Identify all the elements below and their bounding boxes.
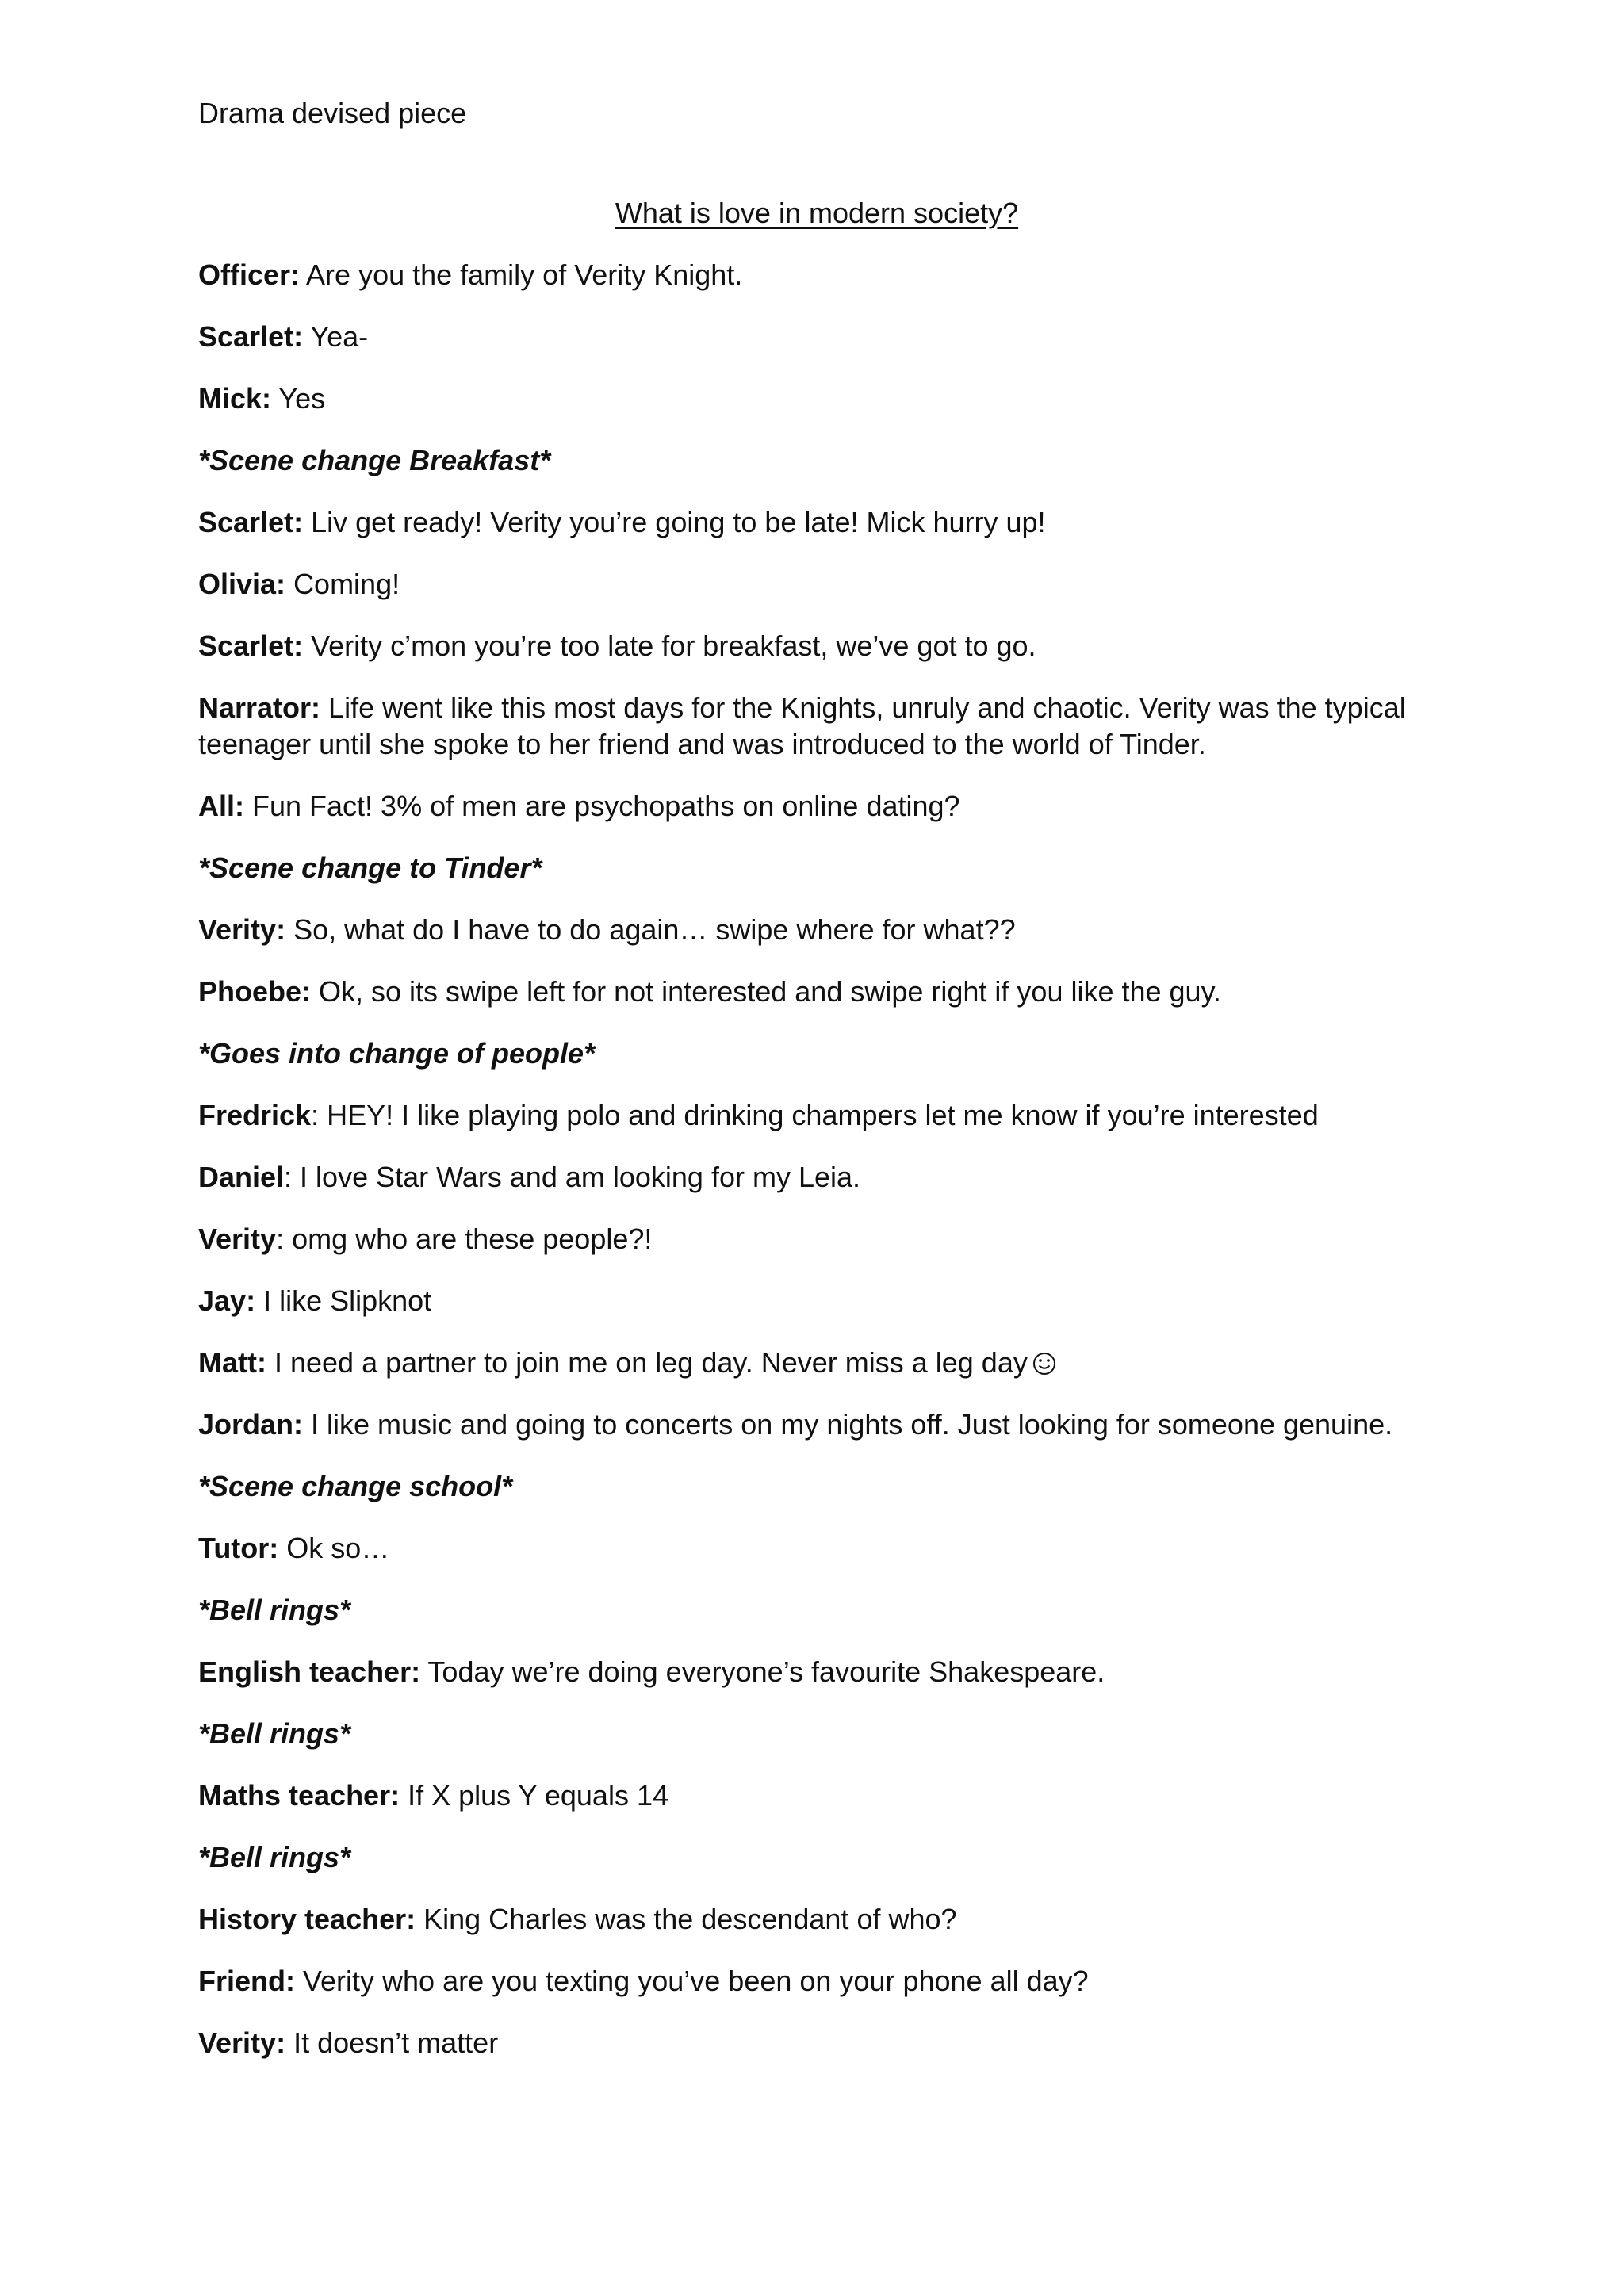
dialogue-line bbox=[198, 1530, 1435, 1567]
dialogue-line bbox=[198, 2025, 1435, 2061]
document-header: Drama devised piece bbox=[198, 97, 467, 129]
speaker-name: History teacher: bbox=[198, 1903, 416, 1935]
dialogue-text: King Charles was the descendant of who? bbox=[416, 1903, 957, 1935]
stage-direction-text: *Bell rings* bbox=[198, 1717, 351, 1750]
dialogue-line bbox=[198, 1221, 1435, 1257]
dialogue-line bbox=[198, 628, 1435, 664]
dialogue-text: : I love Star Wars and am looking for my Leia. bbox=[284, 1161, 861, 1193]
dialogue-text: Verity c’mon you’re too late for breakfast, we’ve got to go. bbox=[303, 629, 1036, 662]
speaker-name: Maths teacher: bbox=[198, 1779, 400, 1812]
dialogue-line bbox=[198, 1963, 1435, 1999]
dialogue-line bbox=[198, 566, 1435, 603]
speaker-name: Verity bbox=[198, 1223, 277, 1255]
speaker-name: Phoebe: bbox=[198, 975, 312, 1008]
stage-direction bbox=[198, 442, 1435, 479]
speaker-name: Daniel bbox=[198, 1161, 285, 1193]
dialogue-line bbox=[198, 912, 1435, 948]
stage-direction bbox=[198, 850, 1435, 886]
speaker-name: Olivia: bbox=[198, 568, 286, 600]
document-title: What is love in modern society? bbox=[615, 197, 1019, 229]
dialogue-text: : HEY! I like playing polo and drinking champers let me know if you’re interested bbox=[311, 1099, 1319, 1131]
dialogue-line bbox=[198, 974, 1435, 1010]
stage-direction bbox=[198, 1839, 1435, 1876]
speaker-name: Officer: bbox=[198, 258, 301, 291]
dialogue-line bbox=[198, 1159, 1435, 1196]
dialogue-text: I like music and going to concerts on my nights off. Just looking for someone genuine. bbox=[303, 1408, 1393, 1441]
dialogue-line bbox=[198, 690, 1435, 763]
speaker-name: Scarlet: bbox=[198, 320, 304, 353]
speaker-name: Narrator: bbox=[198, 691, 321, 724]
dialogue-text: Liv get ready! Verity you’re going to be late! Mick hurry up! bbox=[303, 506, 1046, 538]
dialogue-text: Yes bbox=[271, 382, 326, 415]
speaker-name: Fredrick bbox=[198, 1099, 312, 1131]
speaker-name: Scarlet: bbox=[198, 629, 304, 662]
dialogue-text: So, what do I have to do again… swipe where for what?? bbox=[285, 913, 1016, 946]
dialogue-text: Ok so… bbox=[278, 1532, 390, 1564]
speaker-name: Mick: bbox=[198, 382, 272, 415]
dialogue-text: Life went like this most days for the Knights, unruly and chaotic. Verity was the typical teenager until she spoke to her friend and was introduced to the world of Tinder. bbox=[198, 691, 1406, 760]
dialogue-line bbox=[198, 1283, 1435, 1319]
smiley-face-icon bbox=[1032, 1352, 1056, 1376]
dialogue-line bbox=[198, 1654, 1435, 1690]
dialogue-text: I like Slipknot bbox=[255, 1284, 432, 1317]
dialogue-line bbox=[198, 1901, 1435, 1938]
speaker-name: Verity: bbox=[198, 2026, 286, 2059]
stage-direction-text: *Goes into change of people* bbox=[198, 1037, 596, 1070]
stage-direction bbox=[198, 1592, 1435, 1628]
dialogue-line bbox=[198, 1097, 1435, 1134]
stage-direction-text: *Bell rings* bbox=[198, 1841, 351, 1873]
dialogue-line bbox=[198, 319, 1435, 355]
stage-direction bbox=[198, 1716, 1435, 1752]
dialogue-text: Yea- bbox=[303, 320, 369, 353]
speaker-name: Verity: bbox=[198, 913, 286, 946]
dialogue-text: I need a partner to join me on leg day. Never miss a leg day bbox=[266, 1346, 1028, 1379]
speaker-name: Scarlet: bbox=[198, 506, 304, 538]
dialogue-line bbox=[198, 788, 1435, 825]
dialogue-line bbox=[198, 381, 1435, 417]
speaker-name: Matt: bbox=[198, 1346, 266, 1379]
dialogue-text: Coming! bbox=[285, 568, 400, 600]
dialogue-text: : omg who are these people?! bbox=[276, 1223, 653, 1255]
dialogue-text: It doesn’t matter bbox=[285, 2026, 499, 2059]
dialogue-line bbox=[198, 504, 1435, 541]
stage-direction-text: *Scene change Breakfast* bbox=[198, 444, 551, 476]
dialogue-text: Fun Fact! 3% of men are psychopaths on online dating? bbox=[244, 790, 960, 822]
script-body bbox=[198, 257, 1435, 2087]
stage-direction bbox=[198, 1035, 1435, 1072]
stage-direction-text: *Bell rings* bbox=[198, 1594, 351, 1626]
dialogue-line bbox=[198, 1777, 1435, 1814]
dialogue-text: If X plus Y equals 14 bbox=[400, 1779, 668, 1812]
dialogue-text: Ok, so its swipe left for not interested and swipe right if you like the guy. bbox=[311, 975, 1221, 1008]
speaker-name: Tutor: bbox=[198, 1532, 279, 1564]
speaker-name: All: bbox=[198, 790, 244, 822]
dialogue-line bbox=[198, 1406, 1435, 1443]
dialogue-text: Are you the family of Verity Knight. bbox=[300, 258, 743, 291]
speaker-name: Friend: bbox=[198, 1965, 295, 1997]
dialogue-text: Verity who are you texting you’ve been on your phone all day? bbox=[295, 1965, 1089, 1997]
stage-direction-text: *Scene change school* bbox=[198, 1470, 513, 1502]
speaker-name: Jordan: bbox=[198, 1408, 304, 1441]
dialogue-line bbox=[198, 1345, 1435, 1381]
dialogue-text: Today we’re doing everyone’s favourite Shakespeare. bbox=[420, 1655, 1105, 1688]
stage-direction-text: *Scene change to Tinder* bbox=[198, 851, 542, 884]
speaker-name: English teacher: bbox=[198, 1655, 421, 1688]
speaker-name: Jay: bbox=[198, 1284, 256, 1317]
dialogue-line bbox=[198, 257, 1435, 293]
stage-direction bbox=[198, 1468, 1435, 1505]
